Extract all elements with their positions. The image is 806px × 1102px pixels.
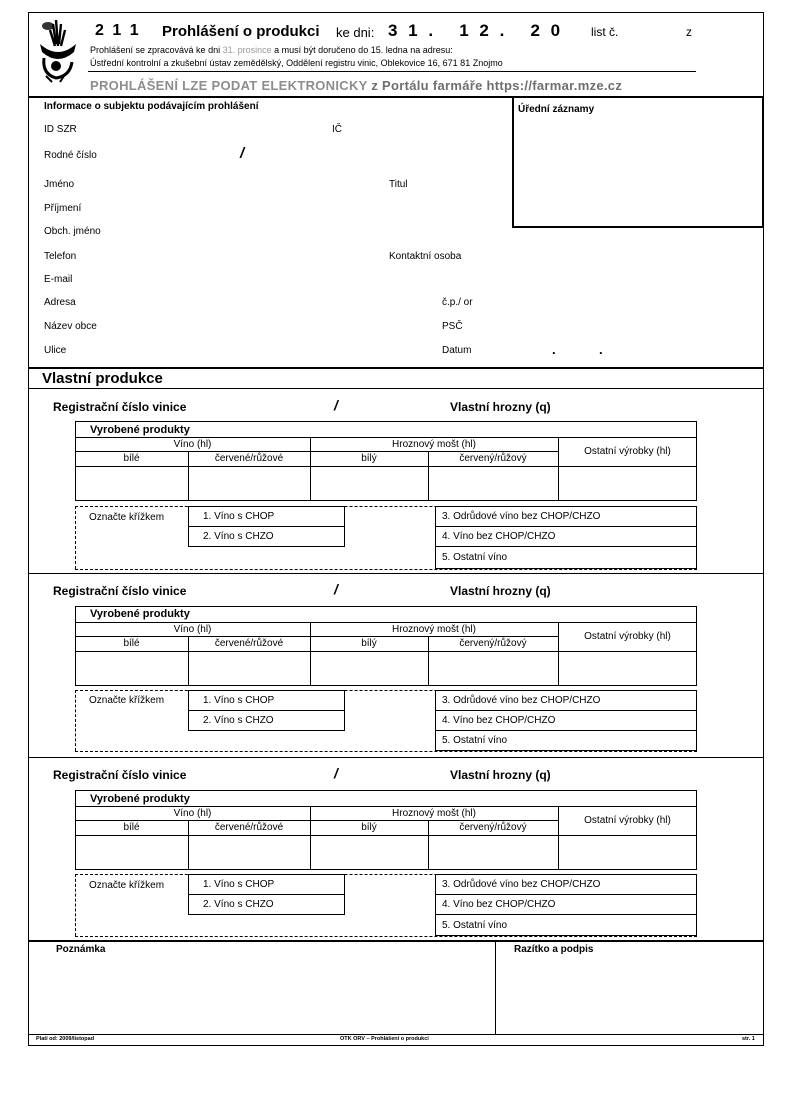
produced-products-label: Vyrobené produkty [90, 608, 190, 620]
must-header: Hroznový mošt (hl) [392, 439, 476, 450]
other-products-input[interactable] [559, 807, 696, 869]
must-white-header: bílý [361, 822, 377, 833]
as-of-label: ke dni: [336, 25, 375, 40]
option-no-chop-checkbox[interactable]: 4. Víno bez CHOP/CHZO [435, 526, 697, 547]
option-varietal-checkbox[interactable]: 3. Odrůdové víno bez CHOP/CHZO [435, 506, 697, 527]
id-szr-label: ID SZR [44, 124, 77, 135]
mark-with-x-label: Označte křížkem [89, 512, 165, 523]
other-products-header: Ostatní výrobky (hl) [584, 446, 671, 457]
must-red-header: červený/růžový [459, 453, 527, 464]
option-chop-checkbox[interactable]: 1. Víno s CHOP [188, 874, 345, 895]
other-products-input[interactable] [559, 623, 696, 685]
must-white-header: bílý [361, 638, 377, 649]
note-label: Poznámka [56, 944, 106, 955]
own-grapes-label: Vlastní hrozny (q) [450, 768, 551, 782]
production-section-title: Vlastní produkce [42, 370, 163, 387]
must-red-input[interactable] [429, 467, 558, 500]
option-other-wine-checkbox[interactable]: 5. Ostatní víno [435, 914, 697, 936]
title-label: Titul [389, 179, 408, 190]
first-name-label: Jméno [44, 179, 75, 190]
vineyard-reg-label: Registrační číslo vinice [53, 400, 187, 414]
must-red-input[interactable] [429, 652, 558, 685]
ic-label: IČ [332, 124, 342, 135]
wine-white-header: bílé [123, 453, 140, 464]
birth-number-slash: / [240, 145, 245, 162]
as-of-date: 3 1 . 1 2 . 2 0 [388, 21, 564, 40]
option-varietal-checkbox[interactable]: 3. Odrůdové víno bez CHOP/CHZO [435, 874, 697, 895]
date-separators: . . [552, 342, 603, 357]
option-no-chop-checkbox[interactable]: 4. Víno bez CHOP/CHZO [435, 894, 697, 915]
wine-red-input[interactable] [189, 467, 310, 500]
option-other-wine-checkbox[interactable]: 5. Ostatní víno [435, 546, 697, 569]
option-no-chop-checkbox[interactable]: 4. Víno bez CHOP/CHZO [435, 710, 697, 731]
sheet-of-label: z [686, 25, 692, 39]
option-varietal-checkbox[interactable]: 3. Odrůdové víno bez CHOP/CHZO [435, 690, 697, 711]
form-title: Prohlášení o produkci [162, 23, 320, 40]
official-records-label: Úřední záznamy [518, 104, 595, 115]
wine-red-header: červené/růžové [214, 638, 284, 649]
submission-address: Ústřední kontrolní a zkušební ústav zemědělský, Oddělení registru vinic, Oblekovice 16, 671 81 Znojmo [90, 58, 503, 68]
surname-label: Příjmení [44, 203, 82, 214]
wine-header: Víno (hl) [173, 439, 212, 450]
form-number: 2 1 1 [95, 22, 141, 39]
date-label: Datum [442, 345, 472, 356]
must-header: Hroznový mošt (hl) [392, 808, 476, 819]
ministry-logo-icon [34, 16, 82, 84]
wine-header: Víno (hl) [173, 808, 212, 819]
vineyard-reg-slash: / [334, 765, 338, 781]
wine-white-header: bílé [123, 638, 140, 649]
vineyard-reg-label: Registrační číslo vinice [53, 768, 187, 782]
house-number-label: č.p./ or [442, 297, 473, 308]
subject-section-title: Informace o subjektu podávajícím prohlášení [44, 101, 259, 112]
must-white-input[interactable] [311, 652, 428, 685]
must-header: Hroznový mošt (hl) [392, 624, 476, 635]
option-other-wine-checkbox[interactable]: 5. Ostatní víno [435, 730, 697, 751]
produced-products-label: Vyrobené produkty [90, 793, 190, 805]
option-chop-checkbox[interactable]: 1. Víno s CHOP [188, 690, 345, 711]
electronic-submission-note: PROHLÁŠENÍ LZE PODAT ELEKTRONICKY z Portálu farmáře https://farmar.mze.cz [90, 78, 623, 93]
wine-header: Víno (hl) [173, 624, 212, 635]
street-label: Ulice [44, 345, 67, 356]
other-products-header: Ostatní výrobky (hl) [584, 815, 671, 826]
vineyard-reg-label: Registrační číslo vinice [53, 584, 187, 598]
wine-white-header: bílé [123, 822, 140, 833]
option-chzo-checkbox[interactable]: 2. Víno s CHZO [188, 526, 345, 547]
vineyard-reg-slash: / [334, 397, 338, 413]
wine-red-header: červené/růžové [214, 822, 284, 833]
must-white-input[interactable] [311, 836, 428, 869]
wine-red-input[interactable] [189, 652, 310, 685]
option-chzo-checkbox[interactable]: 2. Víno s CHZO [188, 710, 345, 731]
mark-with-x-label: Označte křížkem [89, 880, 165, 891]
wine-white-input[interactable] [76, 836, 188, 869]
other-products-header: Ostatní výrobky (hl) [584, 631, 671, 642]
own-grapes-label: Vlastní hrozny (q) [450, 400, 551, 414]
option-chop-checkbox[interactable]: 1. Víno s CHOP [188, 506, 345, 527]
must-red-header: červený/růžový [459, 822, 527, 833]
must-red-input[interactable] [429, 836, 558, 869]
must-white-input[interactable] [311, 467, 428, 500]
stamp-signature-label: Razítko a podpis [514, 944, 594, 955]
option-chzo-checkbox[interactable]: 2. Víno s CHZO [188, 894, 345, 915]
contact-person-label: Kontaktní osoba [389, 251, 462, 262]
vineyard-reg-slash: / [334, 581, 338, 597]
wine-white-input[interactable] [76, 652, 188, 685]
submission-note: Prohlášení se zpracovává ke dni 31. prosince a musí být doručeno do 15. ledna na adresu: [90, 45, 453, 55]
own-grapes-label: Vlastní hrozny (q) [450, 584, 551, 598]
valid-from-label: Platí od: 2009/listopad [36, 1036, 95, 1042]
stamp-signature-area[interactable] [497, 958, 762, 1032]
wine-red-input[interactable] [189, 836, 310, 869]
must-red-header: červený/růžový [459, 638, 527, 649]
address-label: Adresa [44, 297, 76, 308]
official-records-box [512, 96, 764, 228]
email-label: E-mail [44, 274, 73, 285]
sheet-label: list č. [591, 25, 619, 39]
page-number: str. 1 [742, 1036, 755, 1042]
produced-products-label: Vyrobené produkty [90, 424, 190, 436]
footer-title: OTK ORV – Prohlášení o produkci [340, 1036, 429, 1042]
note-input[interactable] [30, 958, 493, 1032]
birth-number-label: Rodné číslo [44, 150, 97, 161]
business-name-label: Obch. jméno [44, 226, 101, 237]
wine-white-input[interactable] [76, 467, 188, 500]
other-products-input[interactable] [559, 438, 696, 500]
municipality-label: Název obce [44, 321, 97, 332]
wine-red-header: červené/růžové [214, 453, 284, 464]
postal-code-label: PSČ [442, 321, 463, 332]
phone-label: Telefon [44, 251, 77, 262]
mark-with-x-label: Označte křížkem [89, 695, 165, 706]
must-white-header: bílý [361, 453, 377, 464]
